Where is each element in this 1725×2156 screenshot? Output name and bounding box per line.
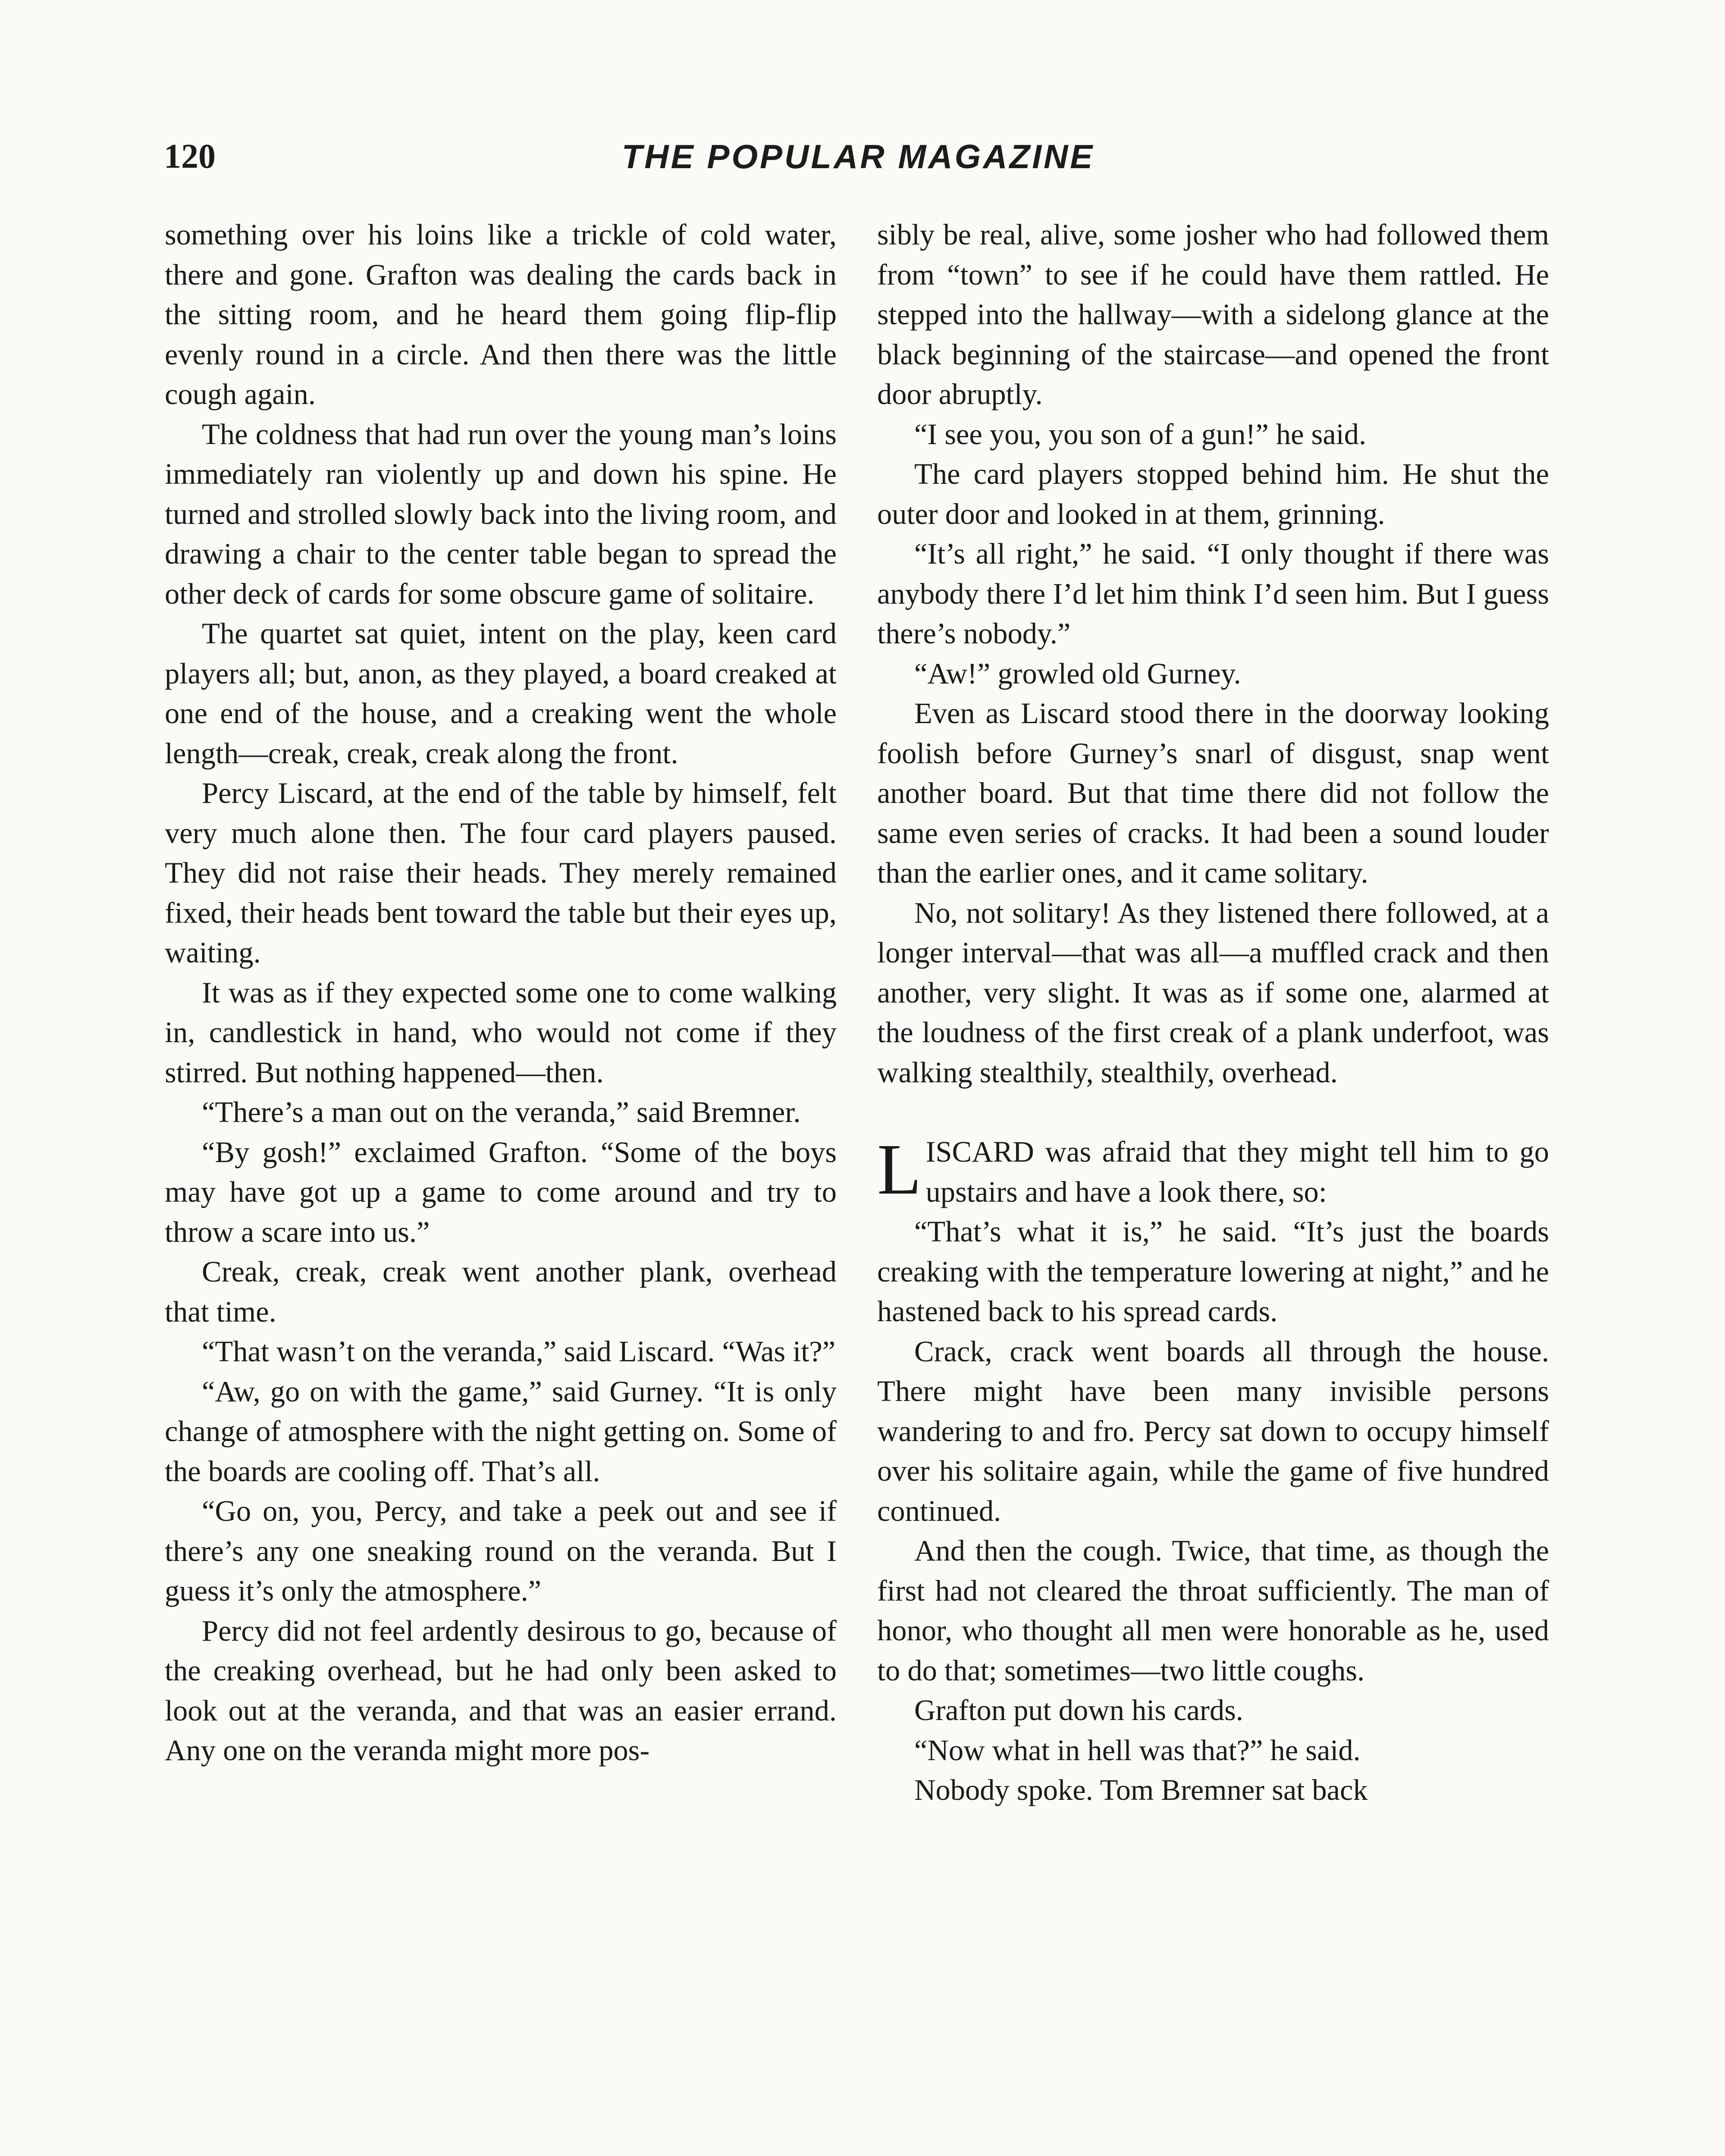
paragraph: “Go on, you, Percy, and take a peek out and see if there’s any one sneaking round on the veranda. But I guess it’s only the atmosphere.” xyxy=(165,1495,837,1607)
paragraph: “Aw, go on with the game,” said Gurney. “It is only change of atmosphere with the night getting on. Some of the boards are cooling off. That’s all. xyxy=(165,1375,837,1488)
magazine-title: THE POPULAR MAGAZINE xyxy=(621,138,1095,175)
section-paragraph xyxy=(877,1129,1549,1212)
paragraph: “I see you, you son of a gun!” he said. xyxy=(914,417,1367,451)
page-header xyxy=(164,137,1552,185)
paragraph: Even as Liscard stood there in the doorway looking foolish before Gurney’s snarl of disgust, snap went another board. But that time there did not follow the same even series of cracks. It had been a sound louder than the earlier ones, and it came solitary. xyxy=(877,697,1549,889)
paragraph: Nobody spoke. Tom Bremner sat back xyxy=(914,1774,1368,1806)
paragraph: Grafton put down his cards. xyxy=(914,1694,1243,1727)
paragraph-text: ISCARD was afraid that they might tell him to go upstairs and have a look there, so: xyxy=(925,1135,1549,1208)
right-column xyxy=(877,215,1549,1810)
paragraph: something over his loins like a trickle of cold water, there and gone. Grafton was dealing the cards back in the sitting room, and he heard them going flip-flip evenly round in a circle. And then there was the little cough again. xyxy=(165,218,837,411)
left-column xyxy=(165,215,837,1771)
drop-cap: L xyxy=(877,1129,922,1210)
paragraph: It was as if they expected some one to come walking in, candlestick in hand, who would not come if they stirred. But nothing happened—then. xyxy=(165,976,837,1089)
paragraph: “Aw!” growled old Gurney. xyxy=(914,657,1241,690)
paragraph: Creak, creak, creak went another plank, overhead that time. xyxy=(165,1255,837,1328)
paragraph: Percy did not feel ardently desirous to go, because of the creaking overhead, but he had only been asked to look out at the veranda, and that was an easier errand. Any one on the veranda might more pos- xyxy=(165,1614,837,1767)
paragraph: “That wasn’t on the veranda,” said Liscard. “Was it?” xyxy=(202,1335,836,1368)
paragraph: Crack, crack went boards all through the house. There might have been many invisible persons wandering to and fro. Percy sat down to occupy himself over his solitaire again, while the game of five hundred continued. xyxy=(877,1335,1549,1527)
paragraph: “Now what in hell was that?” he said. xyxy=(914,1733,1361,1767)
paragraph: sibly be real, alive, some josher who had followed them from “town” to see if he could have them rattled. He stepped into the hallway—with a sidelong glance at the black beginning of the staircase—and opened the front door abruptly. xyxy=(877,218,1549,411)
paragraph: The coldness that had run over the young man’s loins immediately ran violently up and down his spine. He turned and strolled slowly back into the living room, and drawing a chair to the center table began to spread the other deck of cards for some obscure game of solitaire. xyxy=(165,417,837,610)
paragraph: “By gosh!” exclaimed Grafton. “Some of the boys may have got up a game to come around and try to throw a scare into us.” xyxy=(165,1135,837,1248)
paragraph: “There’s a man out on the veranda,” said Bremner. xyxy=(202,1096,801,1128)
paragraph: “It’s all right,” he said. “I only thought if there was anybody there I’d let him think I’d seen him. But I guess there’s nobody.” xyxy=(877,537,1549,650)
paragraph: Percy Liscard, at the end of the table by himself, felt very much alone then. The four card players paused. They did not raise their heads. They merely remained fixed, their heads bent toward the table but their eyes up, waiting. xyxy=(165,777,837,969)
paragraph: The card players stopped behind him. He shut the outer door and looked in at them, grinning. xyxy=(877,458,1549,530)
paragraph: And then the cough. Twice, that time, as though the first had not cleared the throat sufficiently. The man of honor, who thought all men were honorable as he, used to do that; sometimes—two little coughs. xyxy=(877,1534,1549,1687)
paragraph: The quartet sat quiet, intent on the play, keen card players all; but, anon, as they played, a board creaked at one end of the house, and a creaking went the whole length—creak, creak, creak along the front. xyxy=(165,617,837,770)
paragraph: “That’s what it is,” he said. “It’s just the boards creaking with the temperature lowering at night,” and he hastened back to his spread cards. xyxy=(877,1215,1549,1328)
page-number: 120 xyxy=(164,138,216,175)
paragraph: No, not solitary! As they listened there followed, at a longer interval—that was all—a muffled crack and then another, very slight. It was as if some one, alarmed at the loudness of the first creak of a plank underfoot, was walking stealthily, stealthily, overhead. xyxy=(877,896,1549,1089)
